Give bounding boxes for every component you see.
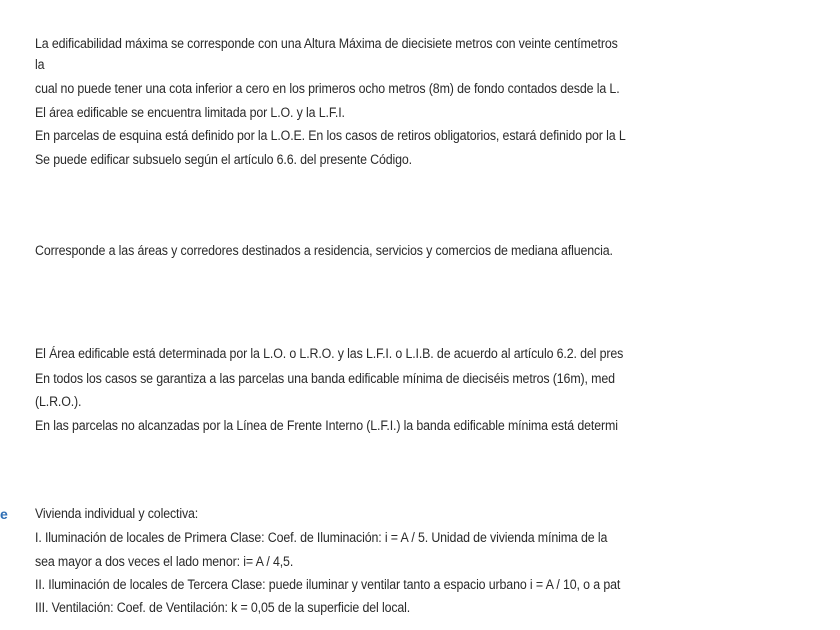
text-line: En las parcelas no alcanzadas por la Línea de Frente Interno (L.F.I.) la banda edificable mínima está determi bbox=[35, 418, 618, 433]
text-line: El Área edificable está determinada por la L.O. o L.R.O. y las L.F.I. o L.I.B. de acuerdo al artículo 6.2. del pres bbox=[35, 346, 624, 361]
margin-fragment: e bbox=[0, 506, 8, 522]
text-line: Vivienda individual y colectiva: bbox=[35, 506, 199, 521]
text-line: En todos los casos se garantiza a las parcelas una banda edificable mínima de dieciséis metros (16m), med bbox=[35, 371, 615, 386]
text-line: Se puede edificar subsuelo según el artículo 6.6. del presente Código. bbox=[35, 152, 412, 167]
text-line: III. Ventilación: Coef. de Ventilación: k = 0,05 de la superficie del local. bbox=[35, 600, 411, 615]
text-line: (L.R.O.). bbox=[35, 394, 82, 409]
text-line: cual no puede tener una cota inferior a cero en los primeros ocho metros (8m) de fondo contados desde la L. bbox=[35, 81, 620, 96]
text-line: la bbox=[35, 57, 45, 72]
text-line: Corresponde a las áreas y corredores destinados a residencia, servicios y comercios de mediana afluencia. bbox=[35, 243, 613, 258]
text-line: I. Iluminación de locales de Primera Clase: Coef. de Iluminación: i = A / 5. Unidad de vivienda mínima de la bbox=[35, 530, 608, 545]
text-line: En parcelas de esquina está definido por la L.O.E. En los casos de retiros obligatorios, estará definido por la L bbox=[35, 128, 626, 143]
text-line: El área edificable se encuentra limitada por L.O. y la L.F.I. bbox=[35, 105, 345, 120]
text-line: La edificabilidad máxima se corresponde con una Altura Máxima de diecisiete metros con veinte centímetros bbox=[35, 36, 618, 51]
text-line: II. Iluminación de locales de Tercera Clase: puede iluminar y ventilar tanto a espacio urbano i = A / 10, o a pat bbox=[35, 577, 621, 592]
text-line: sea mayor a dos veces el lado menor: i= A / 4,5. bbox=[35, 554, 294, 569]
